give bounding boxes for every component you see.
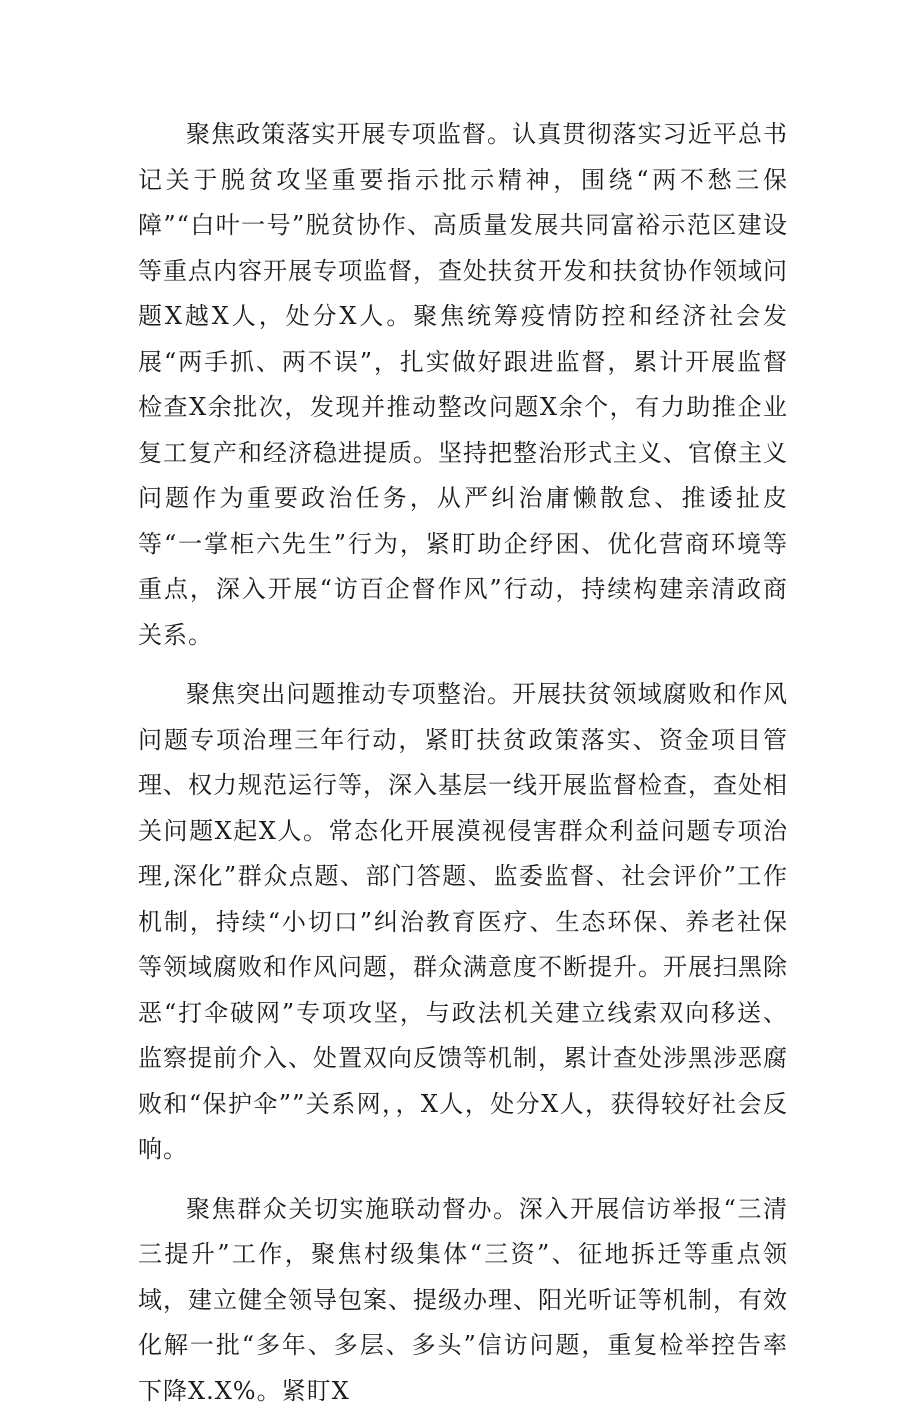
paragraph-special-rectification: 聚焦突出问题推动专项整治。开展扶贫领域腐败和作风问题专项治理三年行动，紧盯扶贫政策落实、资金项目管理、权力规范运行等，深入基层一线开展监督检查，查处相关问题X起X人。常态化开展漠视侵害群众利益问题专项治理,深化”群众点题、部门答题、监委监督、社会评价”工作机制，持续“小切口”纠治教育医疗、生态环保、养老社保等领域腐败和作风问题，群众满意度不断提升。开展扫黑除恶“打伞破网”专项攻坚，与政法机关建立线索双向移送、监察提前介入、处置双向反馈等机制，累计查处涉黑涉恶腐败和“保护伞””关系网，，X人，处分X人，获得较好社会反响。 <box>138 680 788 1163</box>
paragraph-policy-supervision: 聚焦政策落实开展专项监督。认真贯彻落实习近平总书记关于脱贫攻坚重要指示批示精神，围绕“两不愁三保障”“白叶一号”脱贫协作、高质量发展共同富裕示范区建设等重点内容开展专项监督，查处扶贫开发和扶贫协作领域问题X越X人，处分X人。聚焦统筹疫情防控和经济社会发展“两手抓、两不误”，扎实做好跟进监督，累计开展监督检查X余批次，发现并推动整改问题X余个，有力助推企业复工复产和经济稳进提质。坚持把整治形式主义、官僚主义问题作为重要政治任务，从严纠治庸懒散怠、推诿扯皮等“一掌柜六先生”行为，紧盯助企纾困、优化营商环境等重点，深入开展“访百企督作风”行动，持续构建亲清政商关系。 <box>138 120 788 649</box>
paragraph-joint-supervision: 聚焦群众关切实施联动督办。深入开展信访举报“三清三提升”工作，聚焦村级集体“三资”、征地拆迁等重点领域，建立健全领导包案、提级办理、阳光听证等机制，有效化解一批“多年、多层、多头”信访问题，重复检举控告率下降X.X%。紧盯X <box>138 1194 788 1405</box>
document-body <box>138 112 788 1428</box>
